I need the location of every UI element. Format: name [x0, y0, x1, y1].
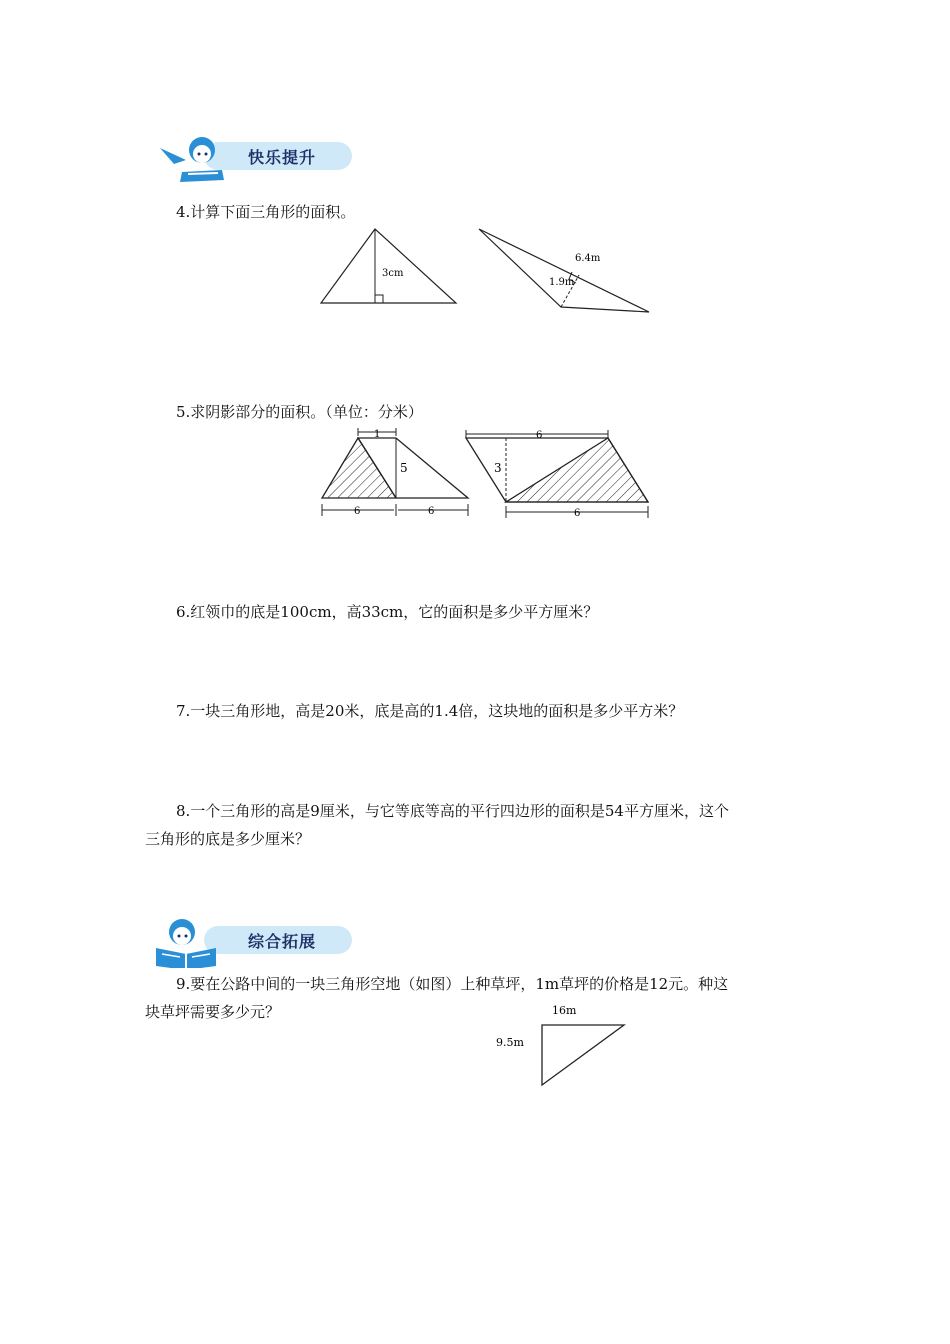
shade2-bottom-label: 6	[574, 508, 581, 519]
shade2-height-label: 3	[494, 461, 502, 475]
shade1-top-label: 1	[374, 429, 381, 440]
question-9-line-1: 9.要在公路中间的一块三角形空地（如图）上种草坪，1m草坪的价格是12元。种这	[176, 975, 729, 993]
section-title: 综合拓展	[248, 932, 317, 951]
question-6: 6.红领巾的底是100cm，高33cm，它的面积是多少平方厘米？	[176, 603, 599, 621]
question-7: 7.一块三角形地，高是20米，底是高的1.4倍，这块地的面积是多少平方米？	[176, 702, 684, 720]
section-banner-happy-improve	[152, 132, 352, 180]
tri1-height-label: 3cm	[382, 268, 404, 279]
shaded-figure-1	[318, 428, 474, 520]
question-5: 5.求阴影部分的面积。（单位：分米）	[176, 403, 423, 421]
right-triangle-figure	[490, 1000, 635, 1090]
q9-top-label: 16m	[552, 1004, 577, 1017]
section-banner-comprehensive	[152, 916, 352, 964]
q9-side-label: 9.5m	[496, 1036, 524, 1049]
question-9-line-2: 块草坪需要多少元？	[145, 1003, 281, 1021]
mascot-icon	[152, 132, 242, 184]
shaded-figure-2	[462, 428, 654, 520]
section-title: 快乐提升	[248, 148, 317, 167]
shade2-top-label: 6	[536, 430, 543, 441]
mascot-reading-icon	[152, 916, 242, 968]
question-8-line-1: 8.一个三角形的高是9厘米，与它等底等高的平行四边形的面积是54平方厘米，这个	[176, 802, 729, 820]
tri2-side-label: 6.4m	[575, 253, 601, 264]
shade1-bottom-right-label: 6	[428, 506, 435, 517]
shade1-height-label: 5	[400, 461, 408, 475]
shade1-bottom-left-label: 6	[354, 506, 361, 517]
question-8-line-2: 三角形的底是多少厘米？	[145, 830, 311, 848]
triangle-figure-2	[475, 225, 655, 317]
question-4: 4.计算下面三角形的面积。	[176, 203, 356, 221]
tri2-height-label: 1.9m	[549, 277, 575, 288]
triangle-figure-1	[315, 225, 465, 310]
